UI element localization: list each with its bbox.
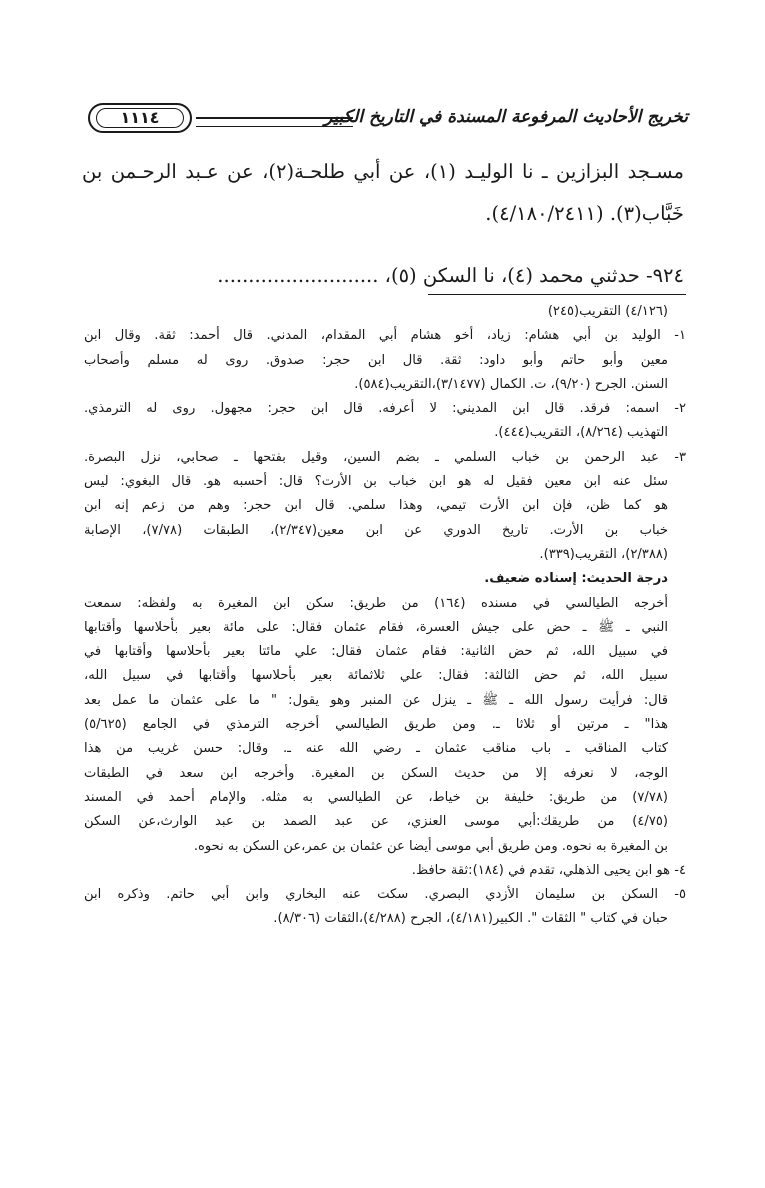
footnote-line: هذا" ـ مرتين أو ثلاثا ـ. ومن طريق الطيالسي أخرجه الترمذي في الجامع (٥/٦٢٥) xyxy=(84,717,668,733)
footnote-line: معين وأبو حاتم وأبو داود: ثقة. قال ابن حجر: صدوق. روى له مسلم وأصحاب xyxy=(84,352,668,368)
footnote-line: هو كما ظن، فإن ابن الأرت تيمي، وهذا سلمي. قال ابن حجر: وهم من زعم إنه ابن xyxy=(84,498,668,514)
footnote-line: (٤/١٢٦) التقريب(٢٤٥) xyxy=(547,304,668,319)
hadith-924-line: ٩٢٤- حدثني محمد (٤)، نا السكن (٥)، .......................... xyxy=(217,264,684,287)
footnote-line: (٤/٧٥) من طريقك:أبي موسى العنزي، عن عبد الصمد بن عبد الوارث،عن السكن xyxy=(84,814,668,830)
footnote-line: ٣- عبد الرحمن بن خباب السلمي ـ بضم السين، وقيل بفتحها ـ صحابي، نزل البصرة. xyxy=(84,449,686,465)
header-rule xyxy=(196,117,353,127)
footnote-line: بن المغيرة به نحوه. ومن طريق أبي موسى أيضا عن عثمان بن عمر،عن السكن به نحوه. xyxy=(193,838,668,854)
main-text xyxy=(82,152,684,296)
footnote-line: سبيل الله، ثم حض الثالثة: فقال: علي ثلاثمائة بعير بأحلاسها وأقتابها في سبيل الله، xyxy=(84,668,668,684)
hadith-grade: درجة الحديث: إسناده ضعيف. xyxy=(484,571,668,587)
running-title: تخريج الأحاديث المرفوعة المسندة في التاريخ الكبير xyxy=(324,107,688,127)
page-number: ١١١٤ xyxy=(96,108,184,128)
footnote-line: كتاب المناقب ـ باب مناقب عثمان ـ رضي الله عنه ـ. وقال: حسن غريب من هذا xyxy=(84,741,668,757)
footnote-line: الوجه، لا نعرفه إلا من حديث السكن بن المغيرة. وأخرجه ابن سعد في الطبقات xyxy=(84,765,668,781)
footnote-line: أخرجه الطيالسي في مسنده (١٦٤) من طريق: سكن ابن المغيرة به ولفظه: سمعت xyxy=(84,595,668,611)
footnote-line: (٢/٣٨٨)، التقريب(٣٣٩). xyxy=(539,546,668,562)
footnote-line: السنن. الجرح (٩/٢٠)، ت. الكمال (٣/١٤٧٧)،التقريب(٥٨٤). xyxy=(354,376,668,392)
footnote-line: ٤- هو ابن يحيى الذهلي، تقدم في (١٨٤):ثقة حافظ. xyxy=(411,862,686,878)
footnotes xyxy=(84,300,686,932)
main-line-2: خَبَّاب(٣). (٤/١٨٠/٢٤١١). xyxy=(485,202,684,225)
footnote-line: النبي ـ ﷺ ـ حض على جيش العسرة، فقام عثمان فقال: على مائة بعير بأحلاسها وأقتابها xyxy=(84,619,668,635)
footnote-line: في سبيل الله، ثم حض الثانية: فقام عثمان فقال: علي مائتا بعير بأحلاسها وأقتابها في xyxy=(84,644,668,660)
footnote-line: حبان في كتاب " الثقات ". الكبير(٤/١٨١)، الجرح (٤/٢٨٨)،الثقات (٨/٣٠٦). xyxy=(273,911,668,927)
footnote-separator xyxy=(428,294,686,295)
footnote-line: ١- الوليد بن أبي هشام: زياد، أخو هشام أبي المقدام، المدني. قال أحمد: ثقة. وقال ابن xyxy=(84,328,686,344)
footnote-line: (٧/٧٨) من طريق: خليفة بن خياط، عن الطيالسي به مثله. والإمام أحمد في المسند xyxy=(84,789,668,805)
page-number-badge xyxy=(88,103,192,133)
page-header xyxy=(88,103,688,139)
footnote-line: خباب بن الأرت. تاريخ الدوري عن ابن معين(٢/٣٤٧)، الطبقات (٧/٧٨)، الإصابة xyxy=(84,522,668,538)
footnote-line: ٥- السكن بن سليمان الأزدي البصري. سكت عنه البخاري وابن أبي حاتم. وذكره ابن xyxy=(84,887,686,903)
footnote-line: سئل عنه ابن معين فقيل له هو ابن خباب بن الأرت؟ قال: أحسبه هو. قال البغوي: ليس xyxy=(84,474,668,490)
footnote-line: ٢- اسمه: فرقد. قال ابن المديني: لا أعرفه. قال ابن حجر: مجهول. روى له الترمذي. xyxy=(84,401,686,417)
footnote-line: قال: فرأيت رسول الله ـ ﷺ ـ ينزل عن المنبر وهو يقول: " ما على عثمان ما عمل بعد xyxy=(84,692,668,708)
main-line-1: مسـجد البزازين ـ نا الوليـد (١)، عن أبي طلحـة(٢)، عن عـبد الرحـمن بن xyxy=(82,160,685,183)
footnote-line: التهذيب (٨/٢٦٤)، التقريب(٤٤٤). xyxy=(494,425,668,441)
